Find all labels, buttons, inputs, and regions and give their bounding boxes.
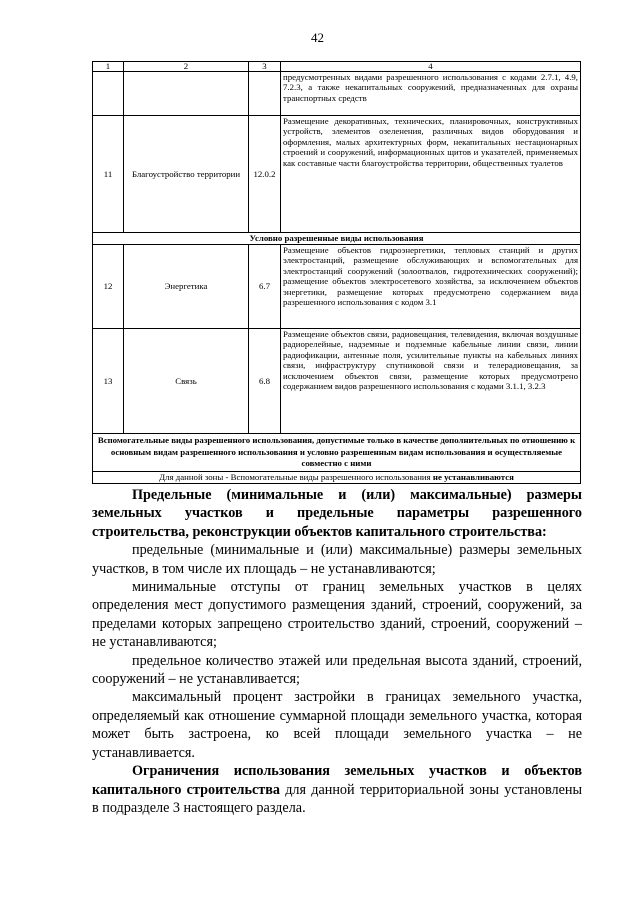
restrictions-paragraph [92,762,582,817]
restrictions-text: для данной территориальной зоны установлены в подразделе 3 настоящего раздела. [92,781,582,816]
limit-paragraph: минимальные отступы от границ земельных участков в целях определения мест допустимого размещения зданий, строений, сооружений, за пределами которых запрещено строительство зданий, строений, сооружений – не устанавливаются; [92,579,582,651]
auxiliary-note-status: не устанавливаются [432,471,514,482]
use-code: 12.0.2 [249,116,281,233]
name-cell [124,72,249,116]
use-name: Благоустройство территории [124,116,249,233]
use-name: Энергетика [124,245,249,329]
table-row [93,245,581,329]
use-name: Связь [124,329,249,434]
row-number: 13 [93,329,124,434]
header-cell: 3 [249,62,281,72]
page-number: 42 [311,30,324,45]
use-description: Размещение объектов гидроэнергетики, тепловых станций и других электростанций, размещение обслуживающих и вспомогательных для электростанций сооружений (золоотвалов, гидротехнических сооружений); размещение объектов электросетевого хозяйства, за исключением объектов энергетики, размещение которых предусмотрено содержанием вида разрешенного использования с кодом 3.1 [281,245,581,329]
header-cell: 1 [93,62,124,72]
table-header-row [93,62,581,72]
table-row [93,329,581,434]
row-number: 11 [93,116,124,233]
limit-paragraph: предельное количество этажей или предельная высота зданий, строений, сооружений – не устанавливается; [92,652,582,688]
header-cell: 2 [124,62,249,72]
section-header-row [93,233,581,245]
description-cell: предусмотренных видами разрешенного использования с кодами 2.7.1, 4.9, 7.2.3, а также некапитальных сооружений, предназначенных для охраны транспортных средств [281,72,581,116]
auxiliary-uses-row [93,434,581,472]
code-cell [249,72,281,116]
table-row [93,116,581,233]
land-use-table [92,61,581,484]
use-description: Размещение объектов связи, радиовещания, телевидения, включая воздушные радиорелейные, надземные и подземные кабельные линии связи, линии радиофикации, антенные поля, усилительные пункты на кабельных линиях связи, инфраструктуру спутниковой связи и телерадиовещания, за исключением объектов связи, размещение которых предусмотрено содержанием видов разрешенного использования с кодами 3.1.1, 3.2.3 [281,329,581,434]
restrictions-bold: Ограничения использования земельных участков и объектов капитального строительства [92,763,582,798]
auxiliary-note-row [93,471,581,483]
header-cell: 4 [281,62,581,72]
document-body [92,486,582,817]
num-cell [93,72,124,116]
row-number: 12 [93,245,124,329]
auxiliary-note [93,471,581,483]
use-description: Размещение декоративных, технических, планировочных, конструктивных устройств, элементов озеленения, различных видов оборудования и оформления, малых архитектурных форм, некапитальных нестационарных строений и сооружений, информационных щитов и указателей, применяемых как составные части благоустройства территории, общественных туалетов [281,116,581,233]
limits-heading: Предельные (минимальные и (или) максимальные) размеры земельных участков и предельные параметры разрешенного строительства, реконструкции объектов капитального строительства: [92,487,582,540]
table-row-continued [93,72,581,116]
use-code: 6.7 [249,245,281,329]
limit-paragraph: предельные (минимальные и (или) максимальные) размеры земельных участков, в том числе их площадь – не устанавливаются; [92,542,582,577]
conditional-uses-title: Условно разрешенные виды использования [93,233,581,245]
use-code: 6.8 [249,329,281,434]
auxiliary-note-text: Для данной зоны - Вспомогательные виды разрешенного использования [159,471,433,482]
auxiliary-uses-title: Вспомогательные виды разрешенного использования, допустимые только в качестве дополнительных по отношению к основным видам разрешенного использования и условно разрешенным видам использования и осуществляемые совместно с ними [93,434,581,472]
limit-paragraph: максимальный процент застройки в границах земельного участка, определяемый как отношение суммарной площади земельного участка, которая может быть застроена, ко всей площади земельного участка – не устанавливается. [92,689,582,761]
